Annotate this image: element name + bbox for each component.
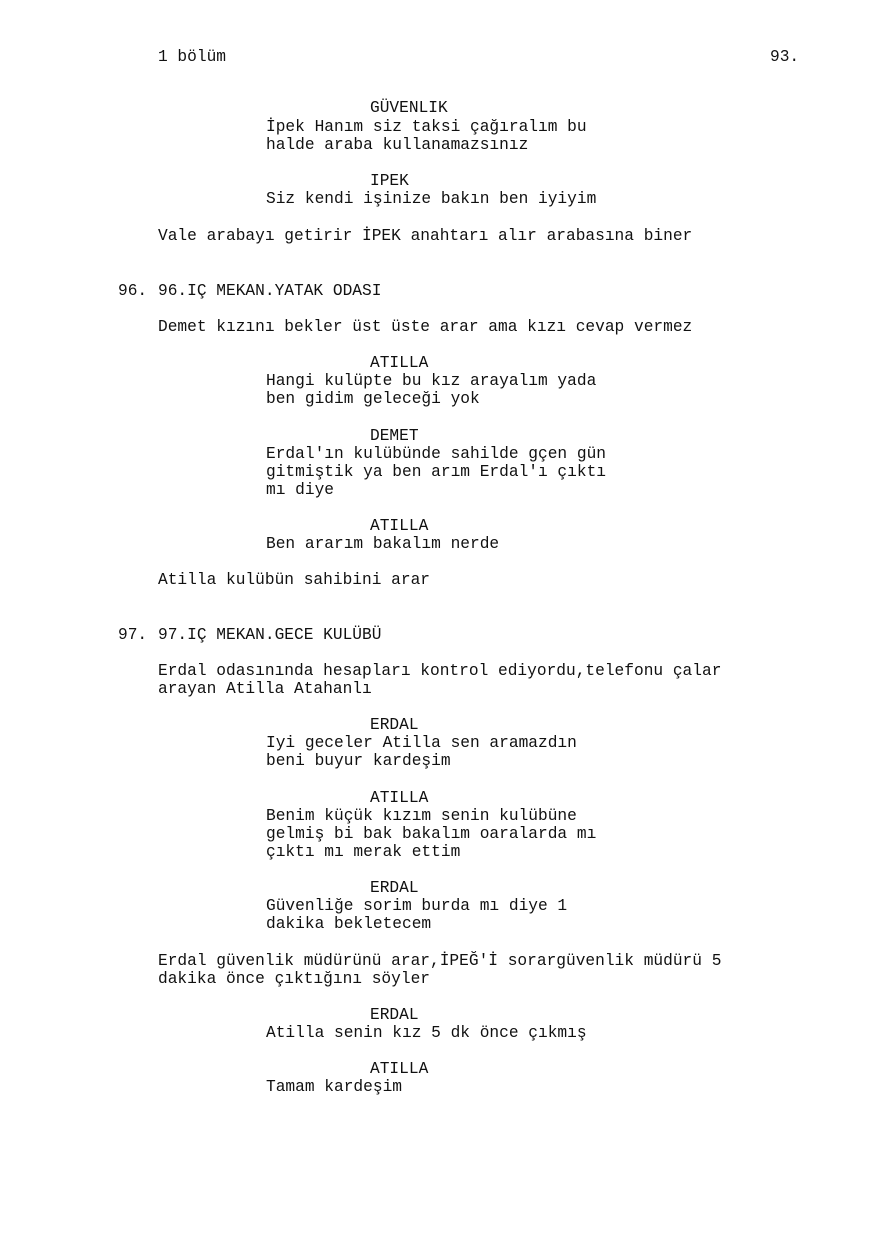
dialogue-line: Erdal'ın kulübünde sahilde gçen gün xyxy=(266,445,606,463)
scene-heading: 96.IÇ MEKAN.YATAK ODASI xyxy=(158,282,382,300)
dialogue-line: mı diye xyxy=(266,481,334,499)
scene-number: 97. xyxy=(118,626,148,644)
action-line: Vale arabayı getirir İPEK anahtarı alır arabasına biner xyxy=(158,227,693,245)
dialogue-line: ben gidim geleceği yok xyxy=(266,390,480,408)
action-line: Demet kızını bekler üst üste arar ama kızı cevap vermez xyxy=(158,318,693,336)
dialogue-line: Hangi kulüpte bu kız arayalım yada xyxy=(266,372,597,390)
dialogue-line: Tamam kardeşim xyxy=(266,1078,402,1096)
page-number: 93. xyxy=(770,48,800,66)
dialogue-line: Atilla senin kız 5 dk önce çıkmış xyxy=(266,1024,587,1042)
character-name: IPEK xyxy=(370,172,409,190)
dialogue-line: Güvenliğe sorim burda mı diye 1 xyxy=(266,897,568,915)
dialogue-line: gelmiş bi bak bakalım oaralarda mı xyxy=(266,825,597,843)
dialogue-line: İpek Hanım siz taksi çağıralım bu xyxy=(266,118,587,136)
action-line: arayan Atilla Atahanlı xyxy=(158,680,372,698)
character-name: ERDAL xyxy=(370,716,419,734)
dialogue-line: Siz kendi işinize bakın ben iyiyim xyxy=(266,190,597,208)
character-name: ERDAL xyxy=(370,1006,419,1024)
character-name: ATILLA xyxy=(370,1060,429,1078)
character-name: ATILLA xyxy=(370,789,429,807)
character-name: ATILLA xyxy=(370,517,429,535)
dialogue-line: çıktı mı merak ettim xyxy=(266,843,461,861)
dialogue-line: Ben ararım bakalım nerde xyxy=(266,535,500,553)
action-line: Atilla kulübün sahibini arar xyxy=(158,571,430,589)
character-name: ATILLA xyxy=(370,354,429,372)
scene-heading: 97.IÇ MEKAN.GECE KULÜBÜ xyxy=(158,626,382,644)
dialogue-line: dakika bekletecem xyxy=(266,915,432,933)
action-line: Erdal odasınında hesapları kontrol ediyordu,telefonu çalar xyxy=(158,662,722,680)
dialogue-line: gitmiştik ya ben arım Erdal'ı çıktı xyxy=(266,463,606,481)
dialogue-line: beni buyur kardeşim xyxy=(266,752,451,770)
dialogue-line: Iyi geceler Atilla sen aramazdın xyxy=(266,734,577,752)
dialogue-line: halde araba kullanamazsınız xyxy=(266,136,529,154)
dialogue-line: Benim küçük kızım senin kulübüne xyxy=(266,807,577,825)
episode-label: 1 bölüm xyxy=(158,48,226,66)
scene-number: 96. xyxy=(118,282,148,300)
character-name: DEMET xyxy=(370,427,419,445)
character-name: GÜVENLIK xyxy=(370,99,448,117)
action-line: dakika önce çıktığını söyler xyxy=(158,970,430,988)
action-line: Erdal güvenlik müdürünü arar,İPEĞ'İ sorargüvenlik müdürü 5 xyxy=(158,952,722,970)
character-name: ERDAL xyxy=(370,879,419,897)
